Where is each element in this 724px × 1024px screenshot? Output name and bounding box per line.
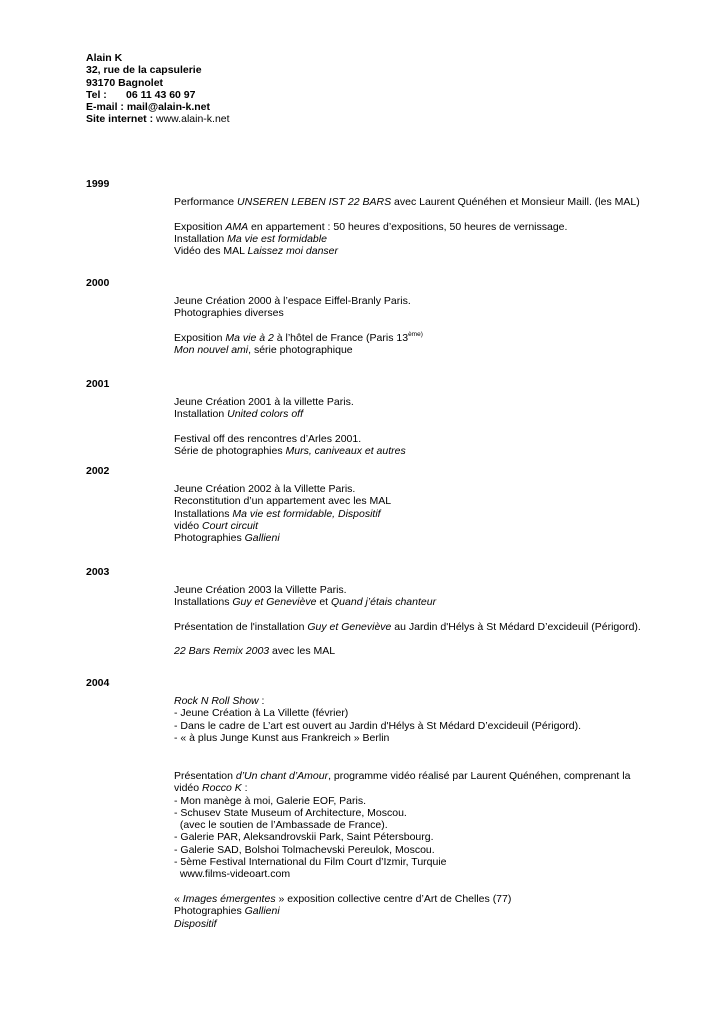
entry-line: Jeune Création 2003 la Villette Paris. <box>174 584 347 596</box>
work-title: UNSEREN LEBEN IST 22 BARS <box>237 196 392 208</box>
superscript: ème) <box>408 330 423 338</box>
entry-line: Jeune Création 2001 à la villette Paris. <box>174 396 354 408</box>
entry-line <box>174 621 641 633</box>
entry-line <box>174 221 640 233</box>
section-2004 <box>174 695 581 744</box>
work-title: Court circuit <box>202 519 259 532</box>
entry-line <box>174 782 630 794</box>
contact-street: 32, rue de la capsulerie <box>86 64 202 77</box>
section-2000 <box>174 295 423 356</box>
work-title: United colors off <box>227 408 303 421</box>
text: Installations <box>174 507 233 520</box>
entry-line: - 5ème Festival International du Film Court d’Izmir, Turquie <box>174 856 447 869</box>
section-2002 <box>174 483 391 544</box>
entry-line <box>174 508 391 520</box>
text: , programme vidéo réalisé par Laurent Quénéhen, comprenant la <box>328 770 631 782</box>
section-2004-video <box>174 770 630 930</box>
work-title: d’Un chant d’Amour <box>235 770 329 782</box>
text: vidéo <box>174 519 203 532</box>
text: » exposition collective centre d’Art de Chelles (77) <box>275 892 512 905</box>
entry-line <box>174 645 641 657</box>
text: Série de photographies <box>174 445 286 458</box>
work-title: AMA <box>225 220 249 233</box>
work-title: Gallieni <box>244 532 280 545</box>
work-title: Gallieni <box>244 905 280 918</box>
entry-line: (avec le soutien de l’Ambassade de France). <box>174 819 388 832</box>
work-title: Ma vie est formidable, Dispositif <box>232 507 381 520</box>
text: Présentation <box>174 770 236 782</box>
work-title: Guy et Geneviève <box>232 596 317 609</box>
entry-line <box>174 520 391 532</box>
year-2001: 2001 <box>86 378 110 390</box>
text: vidéo <box>174 782 203 795</box>
work-title: Ma vie est formidable <box>227 232 327 245</box>
entry-line: Festival off des rencontres d’Arles 2001. <box>174 432 362 445</box>
entry-line: Jeune Création 2000 à l’espace Eiffel-Branly Paris. <box>174 295 411 307</box>
work-title: Images émergentes <box>182 892 276 905</box>
entry-line <box>174 332 423 344</box>
text: Installations <box>174 596 233 609</box>
work-title: Ma vie à 2 <box>225 331 274 344</box>
contact-site <box>86 113 230 125</box>
entry-line <box>174 445 406 457</box>
entry-line <box>174 344 423 356</box>
text: Exposition <box>174 331 226 344</box>
site-label: Site internet : <box>86 113 154 126</box>
text: Photographies <box>174 905 245 918</box>
work-title: Rock N Roll Show <box>174 695 259 707</box>
work-title: Mon nouvel ami <box>174 344 249 357</box>
entry-line <box>174 893 630 905</box>
text: Vidéo des MAL <box>174 245 248 258</box>
text: et <box>316 596 332 609</box>
work-title: Laissez moi danser <box>247 245 339 258</box>
year-1999: 1999 <box>86 178 110 190</box>
entry-line: Reconstitution d’un appartement avec les MAL <box>174 495 392 508</box>
entry-line <box>174 695 581 707</box>
entry-line: Photographies diverses <box>174 307 284 320</box>
contact-email: E-mail : mail@alain-k.net <box>86 101 211 114</box>
section-1999 <box>174 196 640 257</box>
text: Performance <box>174 196 238 208</box>
entry-line <box>174 905 630 917</box>
text: Installation <box>174 232 228 245</box>
work-title: Dispositif <box>174 917 217 930</box>
text: en appartement : 50 heures d’expositions, 50 heures de vernissage. <box>248 220 568 233</box>
contact-tel <box>86 89 230 101</box>
text: , série photographique <box>248 344 353 357</box>
text: à l’hôtel de France (Paris 13 <box>273 331 409 344</box>
text: au Jardin d'Hélys à St Médard D’excideuil (Périgord). <box>391 620 641 633</box>
text: Exposition <box>174 220 226 233</box>
text: Installation <box>174 408 228 421</box>
site-value: www.alain-k.net <box>156 113 230 126</box>
contact-name: Alain K <box>86 52 123 64</box>
year-2002: 2002 <box>86 465 110 477</box>
year-2004: 2004 <box>86 677 110 689</box>
contact-block <box>86 52 230 126</box>
entry-line <box>174 918 630 930</box>
entry-line: - Schusev State Museum of Architecture, Moscou. <box>174 806 407 819</box>
text: Présentation de l'installation <box>174 620 308 633</box>
text: « <box>174 892 183 905</box>
work-title: Quand j’étais chanteur <box>331 596 437 609</box>
year-2003: 2003 <box>86 566 110 578</box>
contact-city: 93170 Bagnolet <box>86 76 164 89</box>
entry-line <box>174 245 640 257</box>
text: : <box>241 782 248 795</box>
entry-line <box>174 596 641 608</box>
entry-line: www.films-videoart.com <box>174 868 291 881</box>
tel-value: 06 11 43 60 97 <box>126 88 196 101</box>
entry-line: - Galerie PAR, Aleksandrovskii Park, Saint Pétersbourg. <box>174 831 434 844</box>
entry-line <box>174 408 406 420</box>
entry-line: - Dans le cadre de L’art est ouvert au Jardin d'Hélys à St Médard D’excideuil (Périgord). <box>174 719 582 732</box>
text: avec les MAL <box>269 645 336 658</box>
section-2003 <box>174 584 641 658</box>
entry-line <box>174 233 640 245</box>
entry-line: - « à plus Junge Kunst aus Frankreich » Berlin <box>174 731 390 744</box>
tel-label: Tel : <box>86 88 107 101</box>
work-title: Guy et Geneviève <box>307 620 392 633</box>
entry-line <box>174 196 640 208</box>
section-2001 <box>174 396 406 457</box>
entry-line: - Galerie SAD, Bolshoi Tolmachevski Pereulok, Moscou. <box>174 843 435 856</box>
text: avec Laurent Quénéhen et Monsieur Maill. (les MAL) <box>391 196 640 208</box>
entry-line <box>174 532 391 544</box>
entry-line: - Mon manège à moi, Galerie EOF, Paris. <box>174 794 366 807</box>
text: Photographies <box>174 532 245 545</box>
text: : <box>258 695 265 707</box>
work-title: 22 Bars Remix 2003 <box>174 645 270 658</box>
entry-line: - Jeune Création à La Villette (février) <box>174 707 349 720</box>
entry-line: Jeune Création 2002 à la Villette Paris. <box>174 483 356 495</box>
work-title: Murs, caniveaux et autres <box>285 445 406 458</box>
entry-line <box>174 770 630 782</box>
year-2000: 2000 <box>86 277 110 289</box>
work-title: Rocco K <box>202 782 242 795</box>
